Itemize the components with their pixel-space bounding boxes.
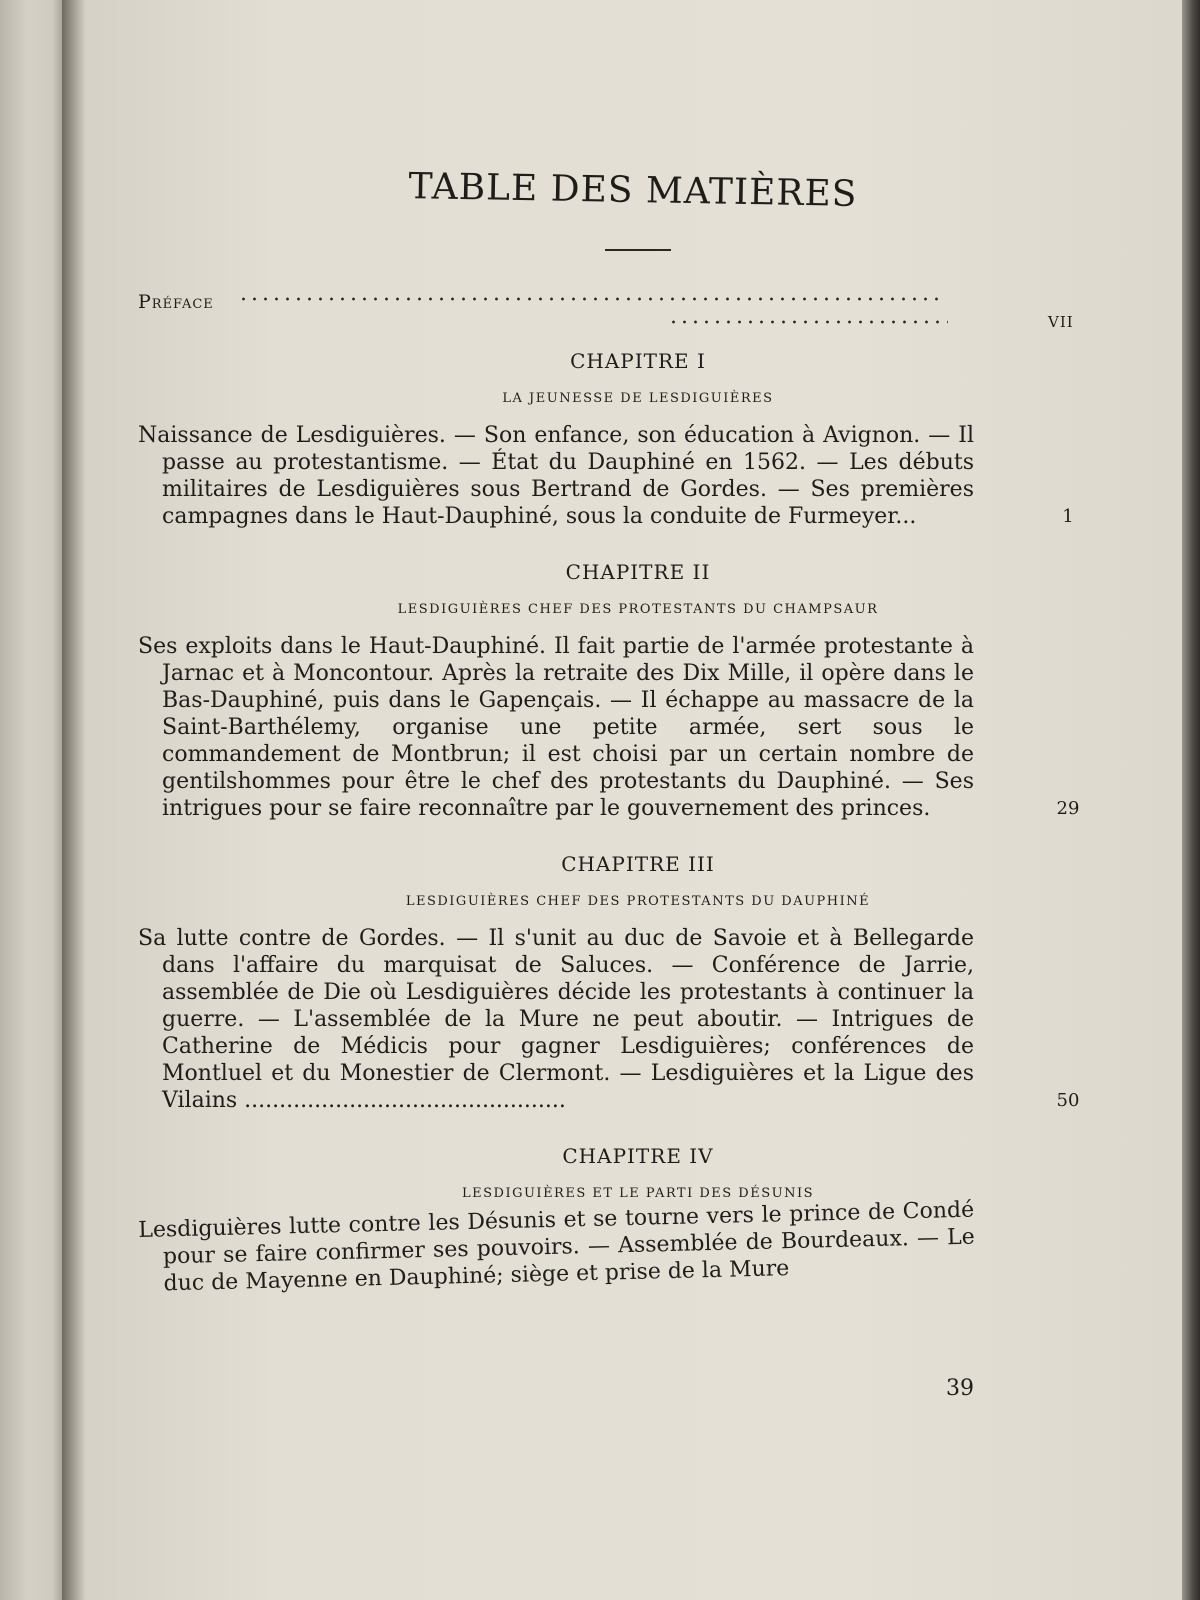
chapter-page-number: 50 [1056,1090,1080,1111]
chapter-subtitle: LESDIGUIÈRES CHEF DES PROTESTANTS DU DAUPHINÉ [405,894,871,909]
chapter-summary: Sa lutte contre de Gordes. — Il s'unit au duc de Savoie et à Bellegarde dans l'affaire du marquisat de Saluces. — Conférence de Jarrie, assemblée de Die où Lesdiguières décide les protestants à continuer la guerre. — L'assemblée de la Mure ne peut aboutir. — Intrigues de Catherine de Médicis pour gagner Lesdiguières; conférences de Montluel et du Monestier de Clermont. — Lesdiguières et la Ligue des Vilains .............................................. [138,926,974,1113]
chapter-entry [138,633,1098,822]
chapter-heading: CHAPITRE IV [562,1144,714,1168]
chapter-entry [138,925,1098,1114]
preface-page-number: VII [1048,313,1074,331]
chapter-page-number: 29 [1056,798,1080,819]
chapter-heading: CHAPITRE III [561,852,715,876]
chapter-summary: Ses exploits dans le Haut-Dauphiné. Il fait partie de l'armée protestante à Jarnac et à Moncontour. Après la retraite des Dix Mille, il opère dans le Bas-Dauphiné, puis dans le Gapençais. — Il échappe au massacre de la Saint-Barthélemy, organise une petite armée, sert sous le commandement de Montbrun; il est choisi par un certain nombre de gentilshommes pour être le chef des protestants du Dauphiné. — Ses intrigues pour se faire reconnaître par le gouvernement des princes. [138,634,974,821]
chapter-heading: CHAPITRE I [570,349,706,373]
preface-entry [138,291,1098,331]
title-rule [605,249,671,251]
dot-leader [238,297,938,301]
chapter-entry [138,1194,1100,1298]
chapter-3 [138,852,1098,1114]
chapter-2 [138,560,1098,822]
chapter-entry [138,422,1098,530]
chapter-subtitle: LESDIGUIÈRES ET LE PARTI DES DÉSUNIS [462,1186,814,1201]
book-gutter [62,0,86,1600]
chapter-heading: CHAPITRE II [565,560,711,584]
page-footer-number: 39 [946,1376,974,1401]
chapter-subtitle: LA JEUNESSE DE LESDIGUIÈRES [502,391,774,406]
chapter-summary: Naissance de Lesdiguières. — Son enfance, son éducation à Avignon. — Il passe au protestantisme. — État du Dauphiné en 1562. — Les débuts militaires de Lesdiguières sous Bertrand de Gordes. — Ses premières campagnes dans le Haut-Dauphiné, sous la conduite de Furmeyer... [138,423,974,529]
chapter-page-number: 1 [1062,506,1074,527]
right-page-edge [1182,0,1200,1600]
book-page [80,0,1182,1600]
table-of-contents [138,150,1098,1401]
preface-label: Préface [138,291,214,313]
left-page-edge [0,0,70,1600]
chapter-4 [138,1144,1098,1298]
chapter-1 [138,349,1098,530]
dot-leader [668,320,948,324]
chapter-summary: Lesdiguières lutte contre les Désunis et se tourne vers le prince de Condé pour se faire confirmer ses pouvoirs. — Assemblée de Bourdeaux. — Le duc de Mayenne en Dauphiné; siège et prise de la Mure [138,1197,976,1297]
chapter-subtitle: LESDIGUIÈRES CHEF DES PROTESTANTS DU CHAMPSAUR [397,602,879,617]
page-title: TABLE DES MATIÈRES [408,166,858,215]
